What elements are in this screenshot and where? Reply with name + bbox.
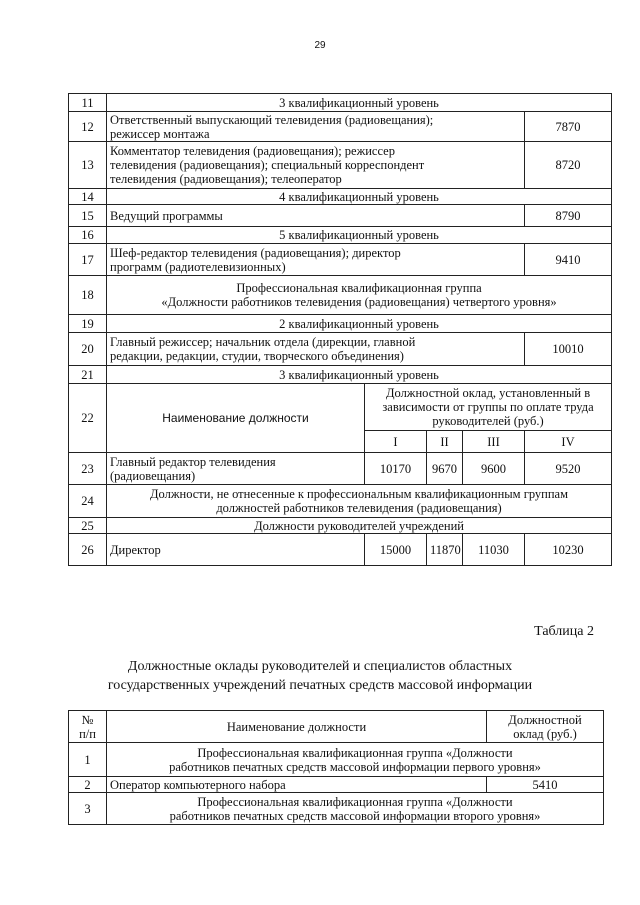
level-heading: 3 квалификационный уровень xyxy=(107,366,612,384)
row-number: 24 xyxy=(69,485,107,518)
level-heading: 3 квалификационный уровень xyxy=(107,94,612,112)
table-row xyxy=(69,227,612,244)
salary-value: 7870 xyxy=(525,112,612,142)
row-number: 3 xyxy=(69,793,107,825)
table-2-title: Должностные оклады руководителей и специалистов областных государственных учреждений печатных средств массовой информации xyxy=(107,659,533,693)
table-row xyxy=(69,453,612,485)
salary-value: 11030 xyxy=(463,534,525,566)
group-header: II xyxy=(427,431,463,453)
salary-value: 9410 xyxy=(525,244,612,276)
salary-value: 10230 xyxy=(525,534,612,566)
group-heading: Профессиональная квалификационная группа «Должности работников телевидения (радиовещания) четвертого уровня» xyxy=(107,276,612,315)
position-name: Комментатор телевидения (радиовещания); режиссер телевидения (радиовещания); специальный корреспондент телевидения (радиовещания); телеоператор xyxy=(107,142,525,189)
salary-value: 11870 xyxy=(427,534,463,566)
column-header-salary: Должностной оклад (руб.) xyxy=(487,711,604,743)
salary-value: 9670 xyxy=(427,453,463,485)
table-row xyxy=(69,534,612,566)
row-number: 23 xyxy=(69,453,107,485)
salary-value: 8790 xyxy=(525,205,612,227)
group-heading: Должности, не отнесенные к профессиональным квалификационным группам должностей работников телевидения (радиовещания) xyxy=(107,485,612,518)
table-row xyxy=(69,142,612,189)
salary-value: 8720 xyxy=(525,142,612,189)
table-row xyxy=(69,793,604,825)
position-name: Ведущий программы xyxy=(107,205,525,227)
salary-table-2 xyxy=(68,710,604,825)
table-row xyxy=(69,777,604,793)
group-heading: Профессиональная квалификационная группа «Должности работников печатных средств массовой информации второго уровня» xyxy=(107,793,604,825)
row-number: 26 xyxy=(69,534,107,566)
position-name: Главный редактор телевидения (радиовещания) xyxy=(107,453,365,485)
row-number: 19 xyxy=(69,315,107,333)
table-2-label: Таблица 2 xyxy=(534,624,594,639)
row-number: 14 xyxy=(69,189,107,205)
row-number: 15 xyxy=(69,205,107,227)
salary-value: 10170 xyxy=(365,453,427,485)
row-number: 25 xyxy=(69,518,107,534)
table-row xyxy=(69,485,612,518)
group-heading: Профессиональная квалификационная группа «Должности работников печатных средств массовой информации первого уровня» xyxy=(107,743,604,777)
row-number: 12 xyxy=(69,112,107,142)
position-name: Оператор компьютерного набора xyxy=(107,777,487,793)
row-number: 13 xyxy=(69,142,107,189)
table-row xyxy=(69,94,612,112)
level-heading: 2 квалификационный уровень xyxy=(107,315,612,333)
column-header-position: Наименование должности xyxy=(107,384,365,453)
group-header: IV xyxy=(525,431,612,453)
row-number: 16 xyxy=(69,227,107,244)
row-number: 2 xyxy=(69,777,107,793)
table-row xyxy=(69,315,612,333)
column-header-salary: Должностной оклад, установленный в зависимости от группы по оплате труда руководителей (руб.) xyxy=(365,384,612,431)
row-number: 22 xyxy=(69,384,107,453)
level-heading: 4 квалификационный уровень xyxy=(107,189,612,205)
table-row xyxy=(69,333,612,366)
table-row xyxy=(69,518,612,534)
position-name: Главный режиссер; начальник отдела (дирекции, главной редакции, редакции, студии, творческого объединения) xyxy=(107,333,525,366)
table-row xyxy=(69,244,612,276)
salary-value: 5410 xyxy=(487,777,604,793)
row-number: 20 xyxy=(69,333,107,366)
table-row xyxy=(69,366,612,384)
position-name: Директор xyxy=(107,534,365,566)
row-number: 21 xyxy=(69,366,107,384)
salary-value: 9520 xyxy=(525,453,612,485)
salary-value: 10010 xyxy=(525,333,612,366)
row-number: 18 xyxy=(69,276,107,315)
table-header-row xyxy=(69,711,604,743)
column-header-number: № п/п xyxy=(69,711,107,743)
group-header: I xyxy=(365,431,427,453)
position-name: Шеф-редактор телевидения (радиовещания); директор программ (радиотелевизионных) xyxy=(107,244,525,276)
table-row xyxy=(69,112,612,142)
column-header-position: Наименование должности xyxy=(107,711,487,743)
salary-value: 15000 xyxy=(365,534,427,566)
level-heading: 5 квалификационный уровень xyxy=(107,227,612,244)
group-header: III xyxy=(463,431,525,453)
page-number: 29 xyxy=(314,40,326,51)
salary-value: 9600 xyxy=(463,453,525,485)
position-name: Ответственный выпускающий телевидения (радиовещания); режиссер монтажа xyxy=(107,112,525,142)
table-row xyxy=(69,276,612,315)
group-heading: Должности руководителей учреждений xyxy=(107,518,612,534)
table-row xyxy=(69,205,612,227)
table-row xyxy=(69,384,612,431)
table-row xyxy=(69,189,612,205)
table-row xyxy=(69,743,604,777)
row-number: 17 xyxy=(69,244,107,276)
row-number: 1 xyxy=(69,743,107,777)
salary-table-1 xyxy=(68,93,612,566)
row-number: 11 xyxy=(69,94,107,112)
